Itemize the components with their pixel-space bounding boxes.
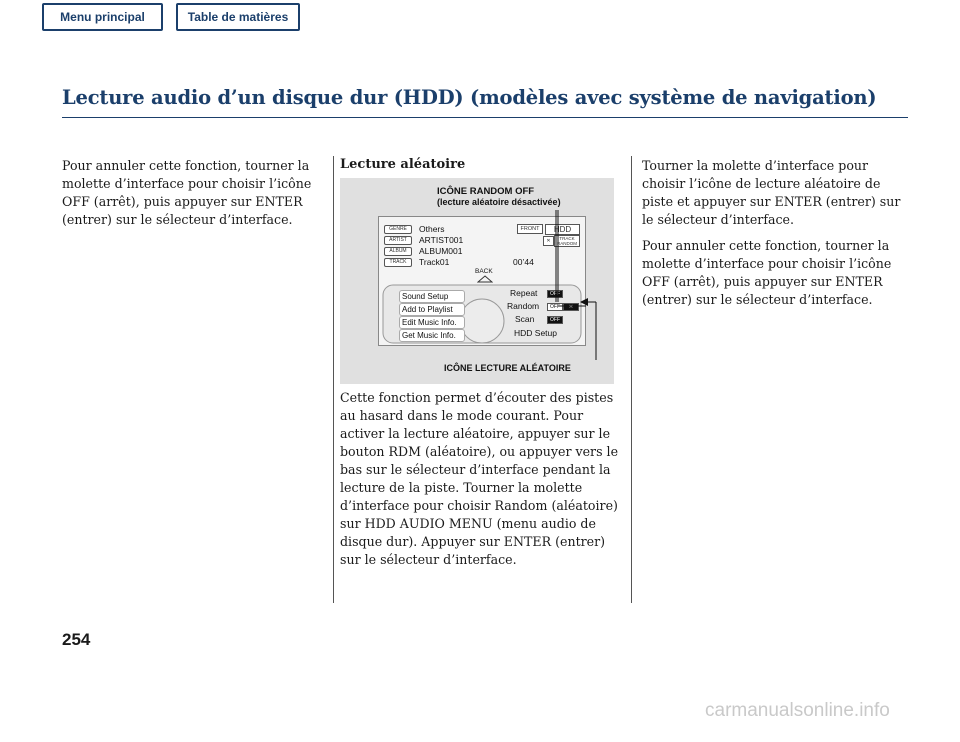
random-off-icon-label: ICÔNE RANDOM OFF xyxy=(437,186,535,197)
random-off-indicator: OFF xyxy=(547,303,563,311)
menu-scan[interactable]: Scan xyxy=(515,314,535,324)
track-random-line-2: RANDOM xyxy=(557,241,577,246)
album-value: ALBUM001 xyxy=(419,246,463,256)
menu-random[interactable]: Random xyxy=(507,301,540,311)
artist-value: ARTIST001 xyxy=(419,235,464,245)
watermark: carmanualsonline.info xyxy=(705,700,890,721)
random-off-icon-sublabel: (lecture aléatoire désactivée) xyxy=(437,197,561,207)
callout-leader-lines xyxy=(340,178,614,384)
menu-edit-music-info[interactable]: Edit Music Info. xyxy=(399,316,465,329)
page-number: 254 xyxy=(62,630,91,649)
shuffle-icon: ✕ xyxy=(543,236,554,246)
hdd-indicator: HDD xyxy=(545,224,580,235)
column-2-text xyxy=(340,389,622,569)
genre-tag: GENRE xyxy=(384,225,412,234)
column-3-text xyxy=(642,157,912,309)
random-play-figure xyxy=(340,178,614,384)
menu-get-music-info[interactable]: Get Music Info. xyxy=(399,329,465,342)
column-1-text xyxy=(62,157,330,229)
table-of-contents-button[interactable]: Table de matières xyxy=(176,3,300,31)
menu-hdd-setup[interactable]: HDD Setup xyxy=(514,328,557,338)
scan-off-indicator: OFF xyxy=(547,316,563,324)
repeat-off-indicator: OFF xyxy=(547,290,563,298)
menu-sound-setup[interactable]: Sound Setup xyxy=(399,290,465,303)
track-value: Track01 xyxy=(419,257,450,267)
menu-repeat[interactable]: Repeat xyxy=(510,288,538,298)
artist-tag: ARTIST xyxy=(384,236,412,245)
album-tag: ALBUM xyxy=(384,247,412,256)
track-random-line-1: TRACK xyxy=(559,236,575,241)
col3-paragraph-1: Tourner la molette d’interface pour choisir l’icône de lecture aléatoire de piste et appuyer sur ENTER (entrer) sur le sélecteur d’interface. xyxy=(642,158,901,227)
track-tag: TRACK xyxy=(384,258,412,267)
front-indicator: FRONT xyxy=(517,224,543,234)
page-title: Lecture audio d’un disque dur (HDD) (modèles avec système de navigation) xyxy=(62,86,877,109)
back-label: BACK xyxy=(475,268,493,275)
genre-value: Others xyxy=(419,224,445,234)
menu-add-to-playlist[interactable]: Add to Playlist xyxy=(399,303,465,316)
column-divider-1 xyxy=(333,156,334,603)
col2-paragraph: Cette fonction permet d’écouter des pistes au hasard dans le mode courant. Pour activer la lecture aléatoire, appuyer sur le bouton RDM (aléatoire), ou appuyer vers le bas sur le sélecteur d’interface pendant la lecture de la piste. Tourner la molette d’interface pour choisir Random (aléatoire) sur HDD AUDIO MENU (menu audio de disque dur). Appuyer sur ENTER (entrer) sur le sélecteur d’interface. xyxy=(340,390,619,567)
column-divider-2 xyxy=(631,156,632,603)
random-on-icon: ✕ xyxy=(563,303,579,311)
main-menu-button[interactable]: Menu principal xyxy=(42,3,163,31)
section-heading: Lecture aléatoire xyxy=(340,157,466,172)
col3-paragraph-2: Pour annuler cette fonction, tourner la molette d’interface pour choisir l’icône OFF (arrêt), puis appuyer sur ENTER (entrer) sur le sélecteur d’interface. xyxy=(642,238,892,307)
col1-paragraph: Pour annuler cette fonction, tourner la molette d’interface pour choisir l’icône OFF (arrêt), puis appuyer sur ENTER (entrer) sur le sélecteur d’interface. xyxy=(62,158,312,227)
title-rule xyxy=(62,117,908,118)
random-play-icon-label: ICÔNE LECTURE ALÉATOIRE xyxy=(444,363,571,373)
elapsed-time: 00’44 xyxy=(513,257,534,267)
